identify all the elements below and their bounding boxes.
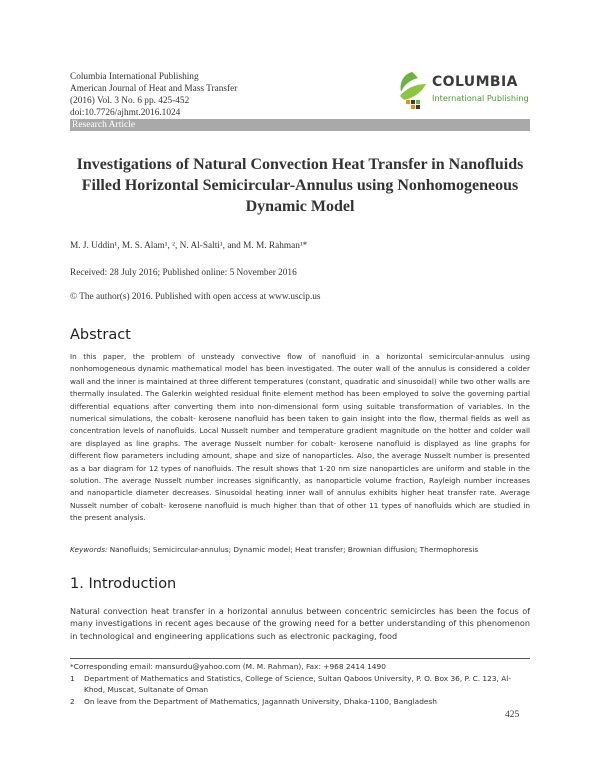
article-type: Research Article (72, 120, 136, 130)
article-type-bar (70, 119, 530, 131)
publication-info (70, 71, 237, 119)
introduction-body: Natural convection heat transfer in a horizontal annulus between concentric semicircles has been the focus of many investigations in recent ages because of the growing need for a better understanding of this phenomenon in technological and engineering applications such as electronic packaging, food (70, 606, 530, 641)
abstract-heading: Abstract (70, 327, 131, 343)
volume-info: (2016) Vol. 3 No. 6 pp. 425-452 (70, 96, 190, 106)
affiliation-2-number: 2 (70, 696, 75, 706)
logo-subtitle: International Publishing (432, 93, 529, 103)
paper-title: Investigations of Natural Convection Heat Transfer in Nanofluids Filled Horizontal Semicircular-Annulus using Nonhomogeneous Dynamic Model (76, 156, 524, 215)
copyright-notice: © The author(s) 2016. Published with open access at www.uscip.us (70, 292, 321, 302)
affiliation-2-text: On leave from the Department of Mathematics, Jagannath University, Dhaka-1100, Bangladesh (84, 696, 437, 706)
authors: M. J. Uddin¹, M. S. Alam¹, ², N. Al-Salti¹, and M. M. Rahman¹* (70, 241, 308, 251)
affiliation-1-text: Department of Mathematics and Statistics, College of Science, Sultan Qaboos University, P. O. Box 36, P. C. 123, Al-Khod, Muscat, Sultanate of Oman (84, 673, 512, 694)
publisher-name: Columbia International Publishing (70, 72, 199, 82)
footnote-divider (70, 658, 530, 659)
keywords-label: Keywords: (70, 545, 108, 554)
columbia-logo-icon (396, 70, 430, 110)
journal-name: American Journal of Heat and Mass Transfer (70, 84, 238, 94)
page-number: 425 (505, 710, 520, 720)
affiliation-1-number: 1 (70, 673, 75, 683)
keywords (70, 544, 530, 556)
footnotes (70, 661, 530, 707)
abstract-body: In this paper, the problem of unsteady convective flow of nanofluid in a horizontal semicircular-annulus using nonhomogeneous dynamic mathematical model has been investigated. The outer wall of the annulus is considered a colder wall and the inner is maintained at three different temperatures (constant, quadratic and sinusoidal) while two other walls are thermally insulated. The Galerkin weighted residual finite element method has been employed to solve the governing partial differential equations after converting them into non-dimensional form using suitable transformation of variables. In the numerical simulations, the cobalt- kerosene nanofluid has been taken to gain insight into the flow, thermal fields as well as concentration levels of nanofluids. Local Nusselt number and temperature gradient magnitude on the hotter and colder wall are displayed as line graphs. The average Nusselt number for cobalt- kerosene nanofluid is displayed as line graphs for different flow parameters including amount, shape and size of nanoparticles. Also, the average Nusselt number is presented as a bar diagram for 12 types of nanofluids. The result shows that 1-20 nm size nanoparticles are uniform and stable in the solution. The average Nusselt number increases significantly, as nanoparticle volume fraction, Rayleigh number increases and nanoparticle diameter decreases. Sinusoidal heating inner wall of annulus exhibits higher heat transfer rate. Average Nusselt number of cobalt- kerosene nanofluid is much higher than that of other 11 types of nanofluids which are studied in the present analysis. (70, 352, 530, 523)
doi: doi:10.7726/ajhmt.2016.1024 (70, 108, 181, 118)
introduction-heading: 1. Introduction (70, 576, 177, 592)
columbia-logo (396, 70, 532, 112)
keywords-list: Nanofluids; Semicircular-annulus; Dynamic model; Heat transfer; Brownian diffusion; Thermophoresis (109, 545, 479, 554)
corresponding-email: *Corresponding email: mansurdu@yahoo.com (M. M. Rahman), Fax: +968 2414 1490 (70, 662, 386, 671)
affiliation-1 (70, 673, 530, 696)
affiliation-2 (70, 696, 530, 708)
logo-wordmark: COLUMBIA (432, 74, 518, 90)
received-dates: Received: 28 July 2016; Published online: 5 November 2016 (70, 268, 297, 278)
